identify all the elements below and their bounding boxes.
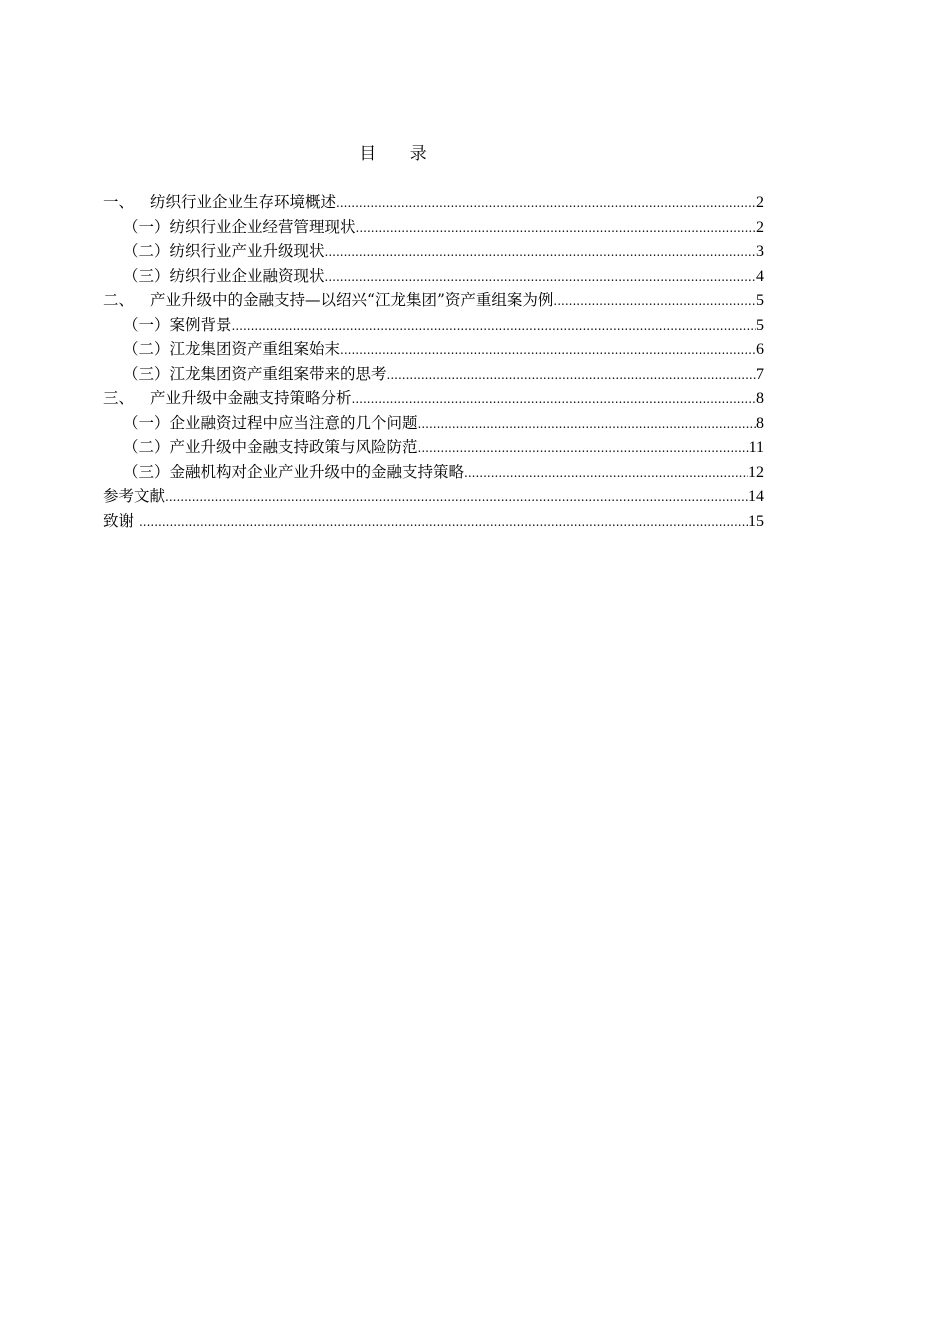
toc-entry-number: （一）: [123, 217, 170, 236]
toc-entry[interactable]: [103, 362, 764, 387]
toc-entry-text: 产业升级中金融支持策略分析: [150, 389, 352, 407]
toc-entry[interactable]: [103, 264, 764, 289]
toc-entry-text: 金融机构对企业产业升级中的金融支持策略: [169, 462, 465, 481]
toc-page-number: 5: [756, 292, 764, 309]
toc-entry-number: （一）: [123, 413, 170, 432]
toc-page-number: 5: [756, 316, 764, 334]
toc-entry-label: [123, 337, 340, 362]
toc-entry[interactable]: [103, 215, 764, 240]
toc-page-number: 14: [748, 488, 764, 505]
toc-entry-number: 一、: [103, 193, 135, 211]
toc-page-number: 15: [748, 512, 764, 530]
toc-entry[interactable]: [103, 460, 764, 485]
toc-entry-number: （二）: [123, 438, 170, 456]
toc-dot-leader: [387, 363, 756, 388]
toc-dot-leader: [418, 436, 749, 461]
toc-page-number: 7: [756, 365, 764, 383]
toc-dot-leader: [336, 191, 756, 216]
toc-entry-text: 江龙集团资产重组案带来的思考: [169, 364, 387, 383]
toc-entry-text: 纺织行业企业生存环境概述: [150, 193, 337, 211]
toc-entry-number: 三、: [103, 389, 135, 407]
toc-entry-label: [123, 411, 418, 436]
toc-entry-number: （三）: [123, 266, 170, 285]
toc-entry-text: 企业融资过程中应当注意的几个问题: [169, 413, 418, 432]
toc-entry-label: [103, 509, 139, 534]
toc-dot-leader: [325, 240, 756, 265]
toc-dot-leader: [418, 412, 756, 437]
toc-entry-label: [123, 313, 232, 338]
toc-dot-leader: [352, 387, 756, 412]
toc-entry-label: [103, 386, 352, 411]
toc-entry[interactable]: [103, 509, 764, 534]
toc-entry[interactable]: [103, 484, 764, 509]
toc-entry-label: [123, 460, 464, 485]
toc-page-number: 2: [756, 194, 764, 211]
toc-dot-leader: [553, 289, 756, 314]
toc-entry-text: 江龙集团资产重组案始末: [169, 340, 341, 358]
toc-entry-text: 纺织行业产业升级现状: [169, 242, 325, 260]
toc-entry-text: 致谢: [103, 511, 139, 530]
toc-entry-label: [103, 484, 165, 509]
toc-entry-label: [103, 190, 336, 215]
toc-entry-label: [123, 435, 418, 460]
toc-entry[interactable]: [103, 190, 764, 215]
toc-entry-text: 案例背景: [169, 315, 232, 334]
toc-entry-text: 参考文献: [103, 487, 166, 505]
toc-dot-leader: [165, 485, 748, 510]
toc-entry-label: [123, 264, 325, 289]
toc-page-number: 2: [756, 218, 764, 236]
toc-entry-number: （二）: [123, 340, 170, 358]
toc-dot-leader: [325, 265, 756, 290]
toc-page-number: 11: [748, 439, 764, 456]
toc-title: 目 录: [359, 144, 441, 164]
toc-entry[interactable]: [103, 411, 764, 436]
toc-entry-number: （三）: [123, 364, 170, 383]
toc-entry-text: 纺织行业企业经营管理现状: [169, 217, 356, 236]
toc-dot-leader: [464, 461, 748, 486]
toc-dot-leader: [356, 216, 756, 241]
toc-dot-leader: [340, 338, 756, 363]
toc-page-number: 8: [756, 390, 764, 407]
toc-page-number: 6: [756, 341, 764, 358]
toc-dot-leader: [232, 314, 756, 339]
toc-entry-number: （一）: [123, 315, 170, 334]
toc-entry-number: （二）: [123, 242, 170, 260]
toc-entry-text: 产业升级中的金融支持—以绍兴“江龙集团”资产重组案为例: [150, 291, 554, 309]
toc-entry[interactable]: [103, 288, 764, 313]
toc-page-number: 12: [748, 463, 764, 481]
toc-dot-leader: [139, 510, 748, 535]
toc-entry-label: [103, 288, 553, 313]
toc-entry-label: [123, 215, 356, 240]
toc-entry-label: [123, 362, 387, 387]
table-of-contents: [103, 190, 764, 533]
toc-entry[interactable]: [103, 239, 764, 264]
toc-entry[interactable]: [103, 386, 764, 411]
toc-entry[interactable]: [103, 313, 764, 338]
toc-entry-text: 产业升级中金融支持政策与风险防范: [169, 438, 418, 456]
toc-entry-label: [123, 239, 325, 264]
toc-page-number: 4: [756, 267, 764, 285]
toc-entry[interactable]: [103, 435, 764, 460]
toc-page-number: 3: [756, 243, 764, 260]
toc-entry-number: 二、: [103, 291, 135, 309]
toc-entry[interactable]: [103, 337, 764, 362]
toc-page-number: 8: [756, 414, 764, 432]
toc-entry-number: （三）: [123, 462, 170, 481]
toc-entry-text: 纺织行业企业融资现状: [169, 266, 325, 285]
